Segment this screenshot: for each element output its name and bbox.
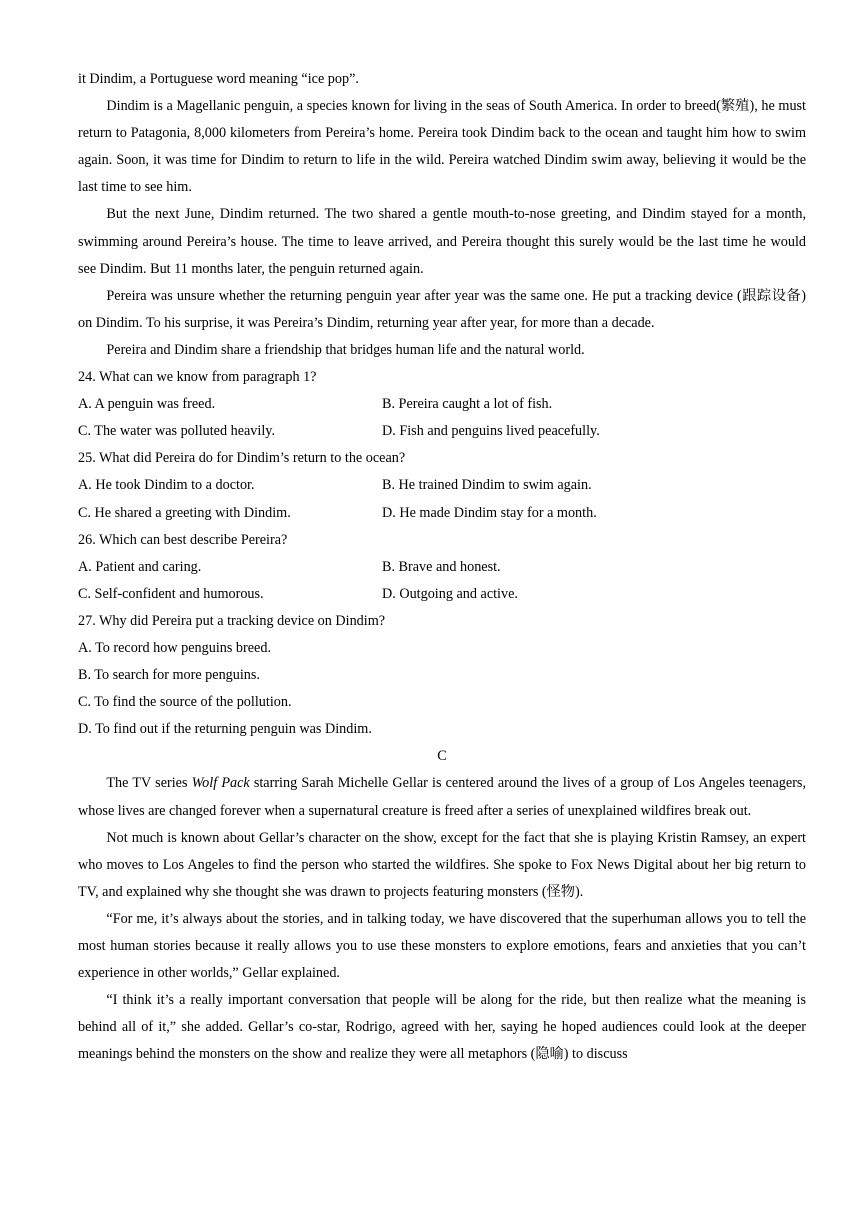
show-title: Wolf Pack [191,775,250,792]
passage-b-paragraph-3: But the next June, Dindim returned. The two shared a gentle mouth-to-nose greeting, and Dindim stayed for a month, swimming around Pereira’s house. The time to leave arrived, and Pereira thought this surely would be the last time he would see Dindim. But 11 months later, the penguin returned again. [78,206,806,277]
passage-c-paragraph-4: “I think it’s a really important conversation that people will be along for the ride, but then realize what the meaning is behind all of it,” she added. Gellar’s co-star, Rodrigo, agreed with her, saying he hoped audiences could look at the deeper meanings behind the monsters on the show and realize they were all metaphors (隐喻) to discuss [78,992,806,1063]
passage-b-paragraph-4: Pereira was unsure whether the returning penguin year after year was the same one. He put a tracking device (跟踪设备) on Dindim. To his surprise, it was Pereira’s Dindim, returning year after year, for more than a decade. [78,287,806,331]
passage-c-p1-before: The TV series [106,775,192,792]
question-27-option-b: B. To search for more penguins. [78,667,260,684]
question-27-option-a: A. To record how penguins breed. [78,639,271,656]
question-26-option-a: A. Patient and caring. [78,558,202,575]
question-26-option-d: D. Outgoing and active. [382,585,518,602]
question-24-options-row-2 [78,418,806,445]
question-26-stem: 26. Which can best describe Pereira? [78,531,288,548]
question-25-option-d: D. He made Dindim stay for a month. [382,504,597,521]
passage-c-paragraph-3: “For me, it’s always about the stories, and in talking today, we have discovered that the superhuman allows you to tell the most human stories because it really allows you to use these monsters to explore emotions, fears and anxieties that you can’t experience in other worlds,” Gellar explained. [78,910,806,982]
question-24-option-a: A. A penguin was freed. [78,396,216,413]
passage-b-paragraph-5: Pereira and Dindim share a friendship that bridges human life and the natural world. [106,341,585,358]
question-27-option-d: D. To find out if the returning penguin was Dindim. [78,721,372,738]
question-25-options-row-1 [78,472,806,499]
question-27-stem: 27. Why did Pereira put a tracking device on Dindim? [78,612,386,629]
question-24-option-c: C. The water was polluted heavily. [78,423,275,440]
question-26-options-row-1 [78,554,806,581]
question-27-option-c: C. To find the source of the pollution. [78,694,292,711]
passage-c-paragraph-1 [78,770,806,824]
question-25-option-b: B. He trained Dindim to swim again. [382,477,592,494]
question-25-stem: 25. What did Pereira do for Dindim’s return to the ocean? [78,450,406,467]
document-page [78,66,806,1068]
question-24-options-row-1 [78,391,806,418]
question-26-options-row-2 [78,581,806,608]
question-24-stem: 24. What can we know from paragraph 1? [78,369,317,386]
question-25-option-c: C. He shared a greeting with Dindim. [78,504,291,521]
passage-b-continuation: it Dindim, a Portuguese word meaning “ice pop”. [78,71,359,87]
passage-c-heading: C [437,748,447,765]
question-26-option-c: C. Self-confident and humorous. [78,585,264,602]
question-26-option-b: B. Brave and honest. [382,558,501,575]
passage-c-paragraph-2: Not much is known about Gellar’s character on the show, except for the fact that she is playing Kristin Ramsey, an expert who moves to Los Angeles to find the person who started the wildfires. She spoke to Fox News Digital about her big return to TV, and explained why she thought she was drawn to projects featuring monsters (怪物). [78,829,806,900]
question-25-options-row-2 [78,500,806,527]
question-25-option-a: A. He took Dindim to a doctor. [78,477,255,494]
passage-c-p1-after: starring Sarah Michelle Gellar is centered around the lives of a group of Los Angeles teenagers, whose lives are changed forever when a supernatural creature is freed after a series of unexplained wildfires break out. [78,775,806,819]
question-24-option-d: D. Fish and penguins lived peacefully. [382,423,600,440]
passage-b-paragraph-2: Dindim is a Magellanic penguin, a species known for living in the seas of South America. In order to breed(繁殖), he must return to Patagonia, 8,000 kilometers from Pereira’s home. Pereira took Dindim back to the ocean and taught him how to swim again. Soon, it was time for Dindim to return to life in the wild. Pereira watched Dindim swim away, believing it would be the last time to see him. [78,98,806,196]
question-24-option-b: B. Pereira caught a lot of fish. [382,396,553,413]
